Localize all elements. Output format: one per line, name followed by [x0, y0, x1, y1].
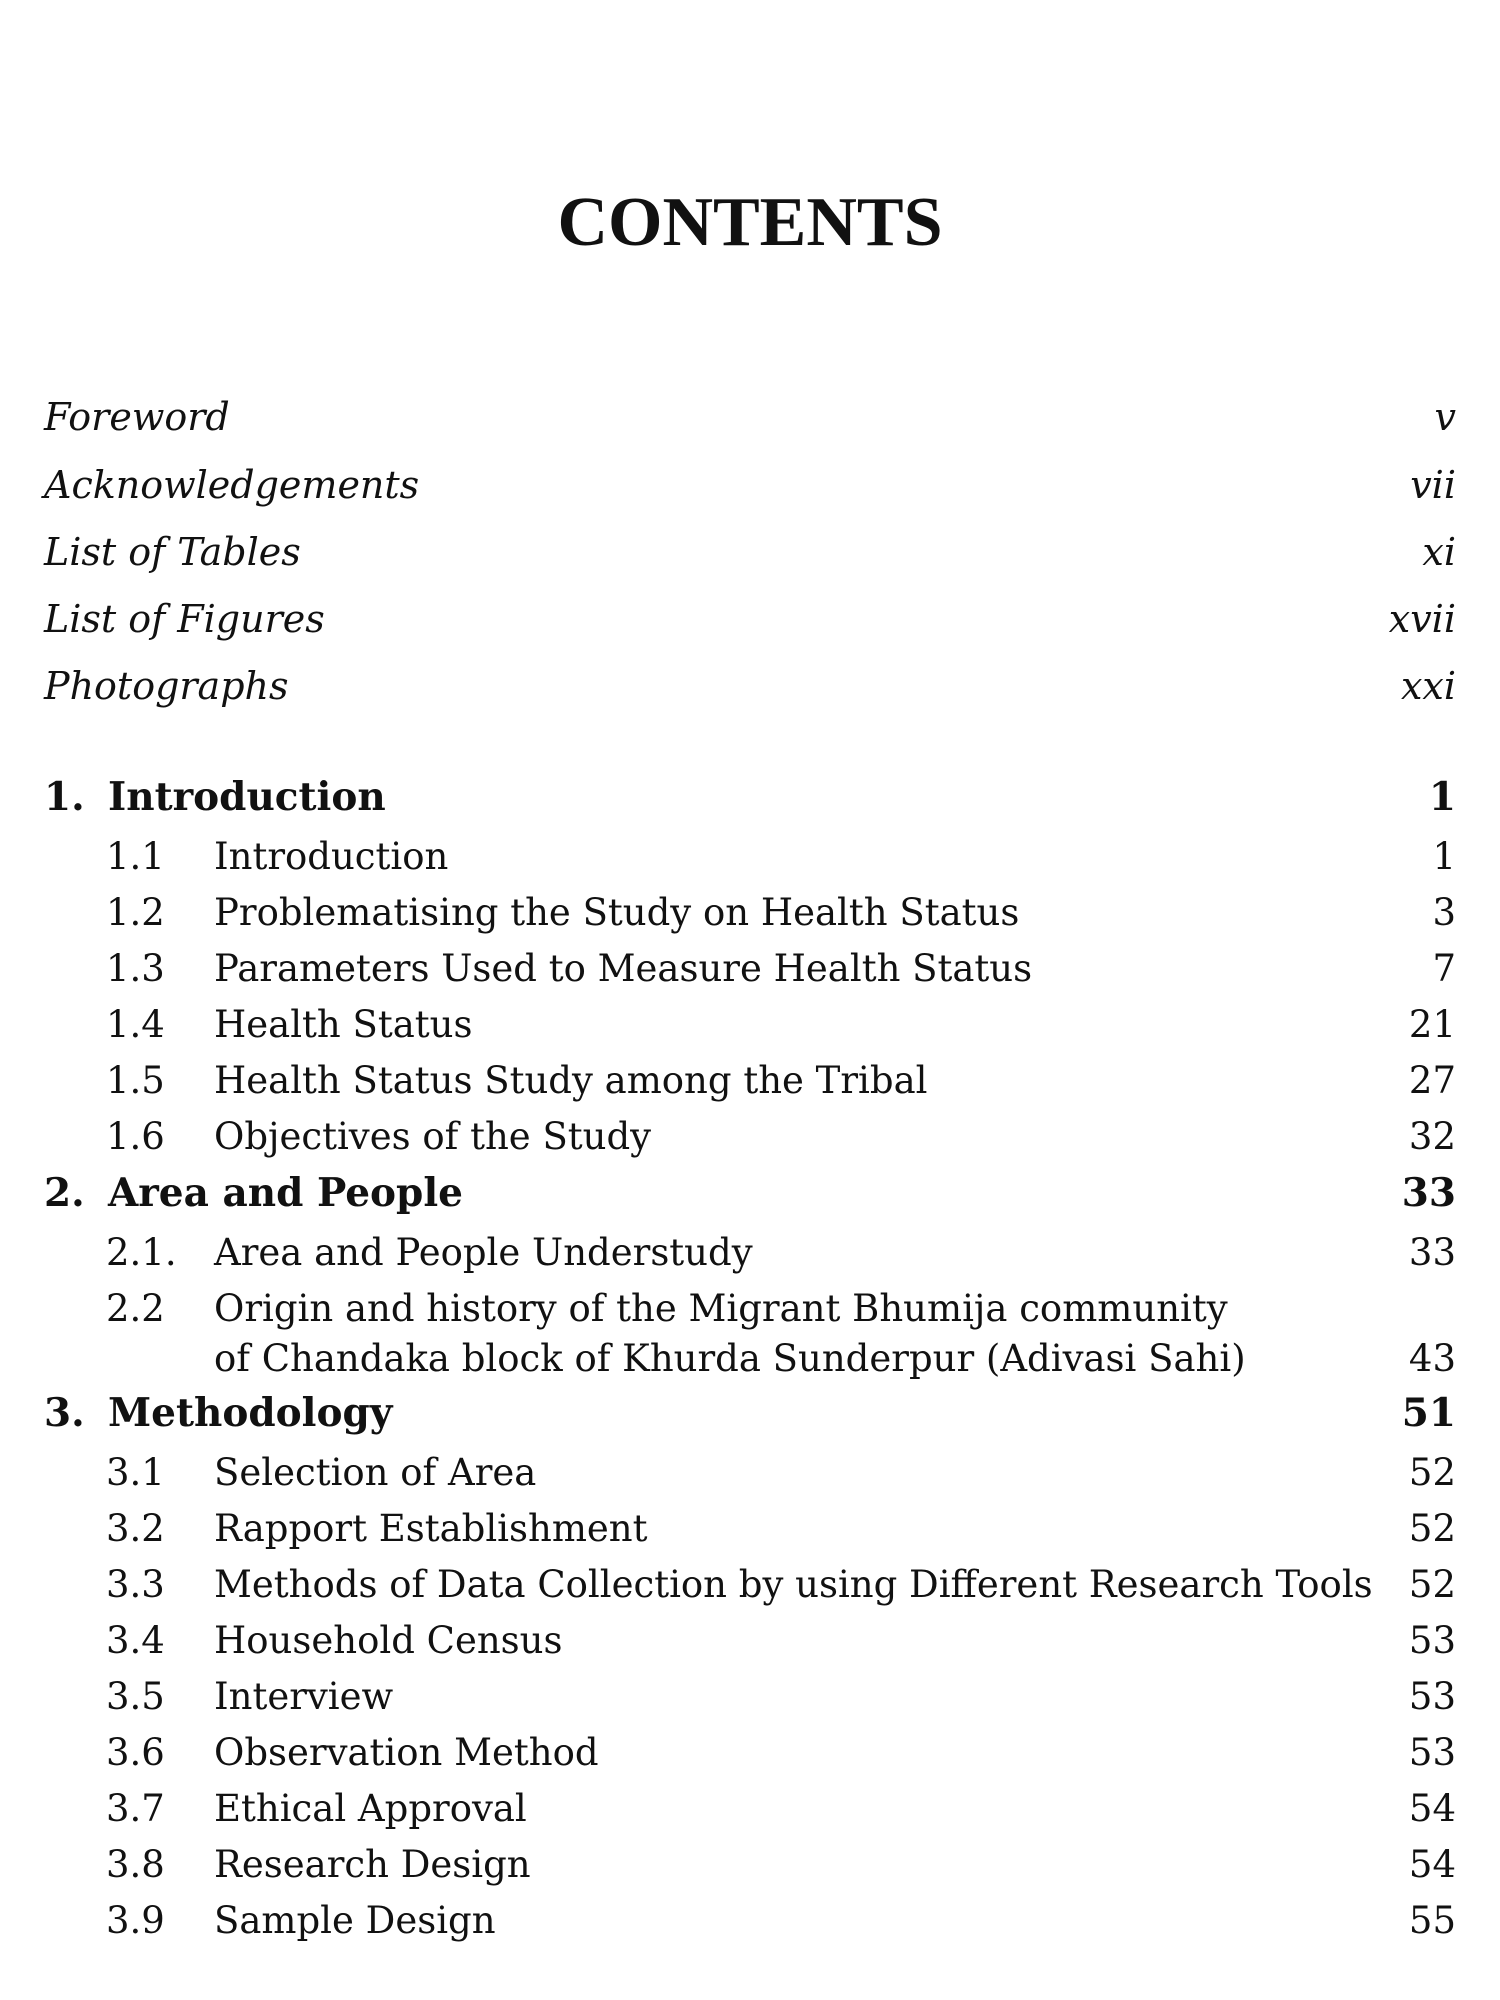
- chapter-number: 3.: [44, 1390, 85, 1436]
- section-number: 3.8: [106, 1843, 165, 1886]
- toc-entry-label: Acknowledgements: [44, 463, 420, 507]
- section-page: 52: [1408, 1451, 1456, 1494]
- section-page: 53: [1408, 1619, 1456, 1662]
- toc-section-entry[interactable]: [44, 1287, 1456, 1400]
- section-title: Objectives of the Study: [214, 1115, 652, 1158]
- page-title: CONTENTS: [557, 184, 943, 261]
- section-title: Problematising the Study on Health Status: [214, 891, 1020, 934]
- section-title: Introduction: [214, 835, 449, 878]
- section-title: Household Census: [214, 1619, 563, 1662]
- section-number: 3.9: [106, 1899, 165, 1942]
- toc-entry-label: List of Figures: [44, 597, 325, 641]
- chapter-number: 1.: [44, 774, 85, 820]
- toc-section-entry[interactable]: [44, 1507, 1456, 1570]
- section-number: 1.5: [106, 1059, 165, 1102]
- toc-section-entry[interactable]: [44, 1115, 1456, 1178]
- section-page: 55: [1408, 1899, 1456, 1942]
- toc-section-entry[interactable]: [44, 891, 1456, 954]
- chapter-page: 33: [1401, 1170, 1456, 1216]
- section-page: 3: [1432, 891, 1456, 934]
- chapter-title: Area and People: [108, 1170, 463, 1216]
- section-title: Observation Method: [214, 1731, 599, 1774]
- toc-entry-page: xxi: [1400, 664, 1456, 708]
- section-number: 1.4: [106, 1003, 165, 1046]
- toc-entry-page: vii: [1410, 463, 1456, 507]
- section-page: 54: [1408, 1843, 1456, 1886]
- section-page: 1: [1432, 835, 1456, 878]
- toc-front-entry[interactable]: [44, 395, 1456, 458]
- toc-front-entry[interactable]: [44, 463, 1456, 526]
- toc-entry-label: Photographs: [44, 664, 289, 708]
- section-number: 3.5: [106, 1675, 165, 1718]
- toc-entry-page: xvii: [1388, 597, 1456, 641]
- toc-chapter-entry[interactable]: [44, 1390, 1456, 1454]
- section-title-continued: of Chandaka block of Khurda Sunderpur (Adivasi Sahi): [214, 1337, 1246, 1380]
- toc-entry-page: v: [1434, 395, 1456, 439]
- toc-section-entry[interactable]: [44, 1675, 1456, 1738]
- section-page: 52: [1408, 1563, 1456, 1606]
- section-number: 1.3: [106, 947, 165, 990]
- section-page: 53: [1408, 1731, 1456, 1774]
- chapter-title: Methodology: [108, 1390, 393, 1436]
- section-page: 33: [1408, 1231, 1456, 1274]
- toc-entry-label: Foreword: [44, 395, 230, 439]
- toc-section-entry[interactable]: [44, 947, 1456, 1010]
- section-title: Parameters Used to Measure Health Status: [214, 947, 1033, 990]
- toc-section-entry[interactable]: [44, 835, 1456, 898]
- section-page: 21: [1408, 1003, 1456, 1046]
- section-title: Interview: [214, 1675, 394, 1718]
- section-number: 3.7: [106, 1787, 165, 1830]
- section-number: 3.4: [106, 1619, 165, 1662]
- section-title: Selection of Area: [214, 1451, 537, 1494]
- toc-section-entry[interactable]: [44, 1619, 1456, 1682]
- toc-section-entry[interactable]: [44, 1787, 1456, 1850]
- toc-section-entry[interactable]: [44, 1563, 1456, 1626]
- toc-chapter-entry[interactable]: [44, 774, 1456, 838]
- section-page: 54: [1408, 1787, 1456, 1830]
- toc-entry-label: List of Tables: [44, 530, 301, 574]
- section-number: 1.6: [106, 1115, 165, 1158]
- toc-front-entry[interactable]: [44, 530, 1456, 593]
- section-page: 43: [1408, 1337, 1456, 1380]
- section-page: 7: [1432, 947, 1456, 990]
- section-title: Sample Design: [214, 1899, 496, 1942]
- section-page: 53: [1408, 1675, 1456, 1718]
- section-number: 3.3: [106, 1563, 165, 1606]
- section-page: 32: [1408, 1115, 1456, 1158]
- section-title: Area and People Understudy: [214, 1231, 753, 1274]
- chapter-number: 2.: [44, 1170, 85, 1216]
- chapter-page: 51: [1401, 1390, 1456, 1436]
- section-title: Origin and history of the Migrant Bhumija community: [214, 1287, 1228, 1330]
- section-number: 1.1: [106, 835, 165, 878]
- section-page: 27: [1408, 1059, 1456, 1102]
- section-number: 2.1.: [106, 1231, 177, 1274]
- toc-front-entry[interactable]: [44, 664, 1456, 727]
- section-title: Ethical Approval: [214, 1787, 527, 1830]
- section-number: 1.2: [106, 891, 165, 934]
- toc-section-entry[interactable]: [44, 1899, 1456, 1962]
- toc-chapter-entry[interactable]: [44, 1170, 1456, 1234]
- toc-front-entry[interactable]: [44, 597, 1456, 660]
- toc-section-entry[interactable]: [44, 1843, 1456, 1906]
- toc-section-entry[interactable]: [44, 1451, 1456, 1514]
- section-number: 3.1: [106, 1451, 165, 1494]
- toc-section-entry[interactable]: [44, 1231, 1456, 1294]
- toc-entry-page: xi: [1422, 530, 1456, 574]
- section-title: Research Design: [214, 1843, 531, 1886]
- chapter-title: Introduction: [108, 774, 386, 820]
- chapter-page: 1: [1428, 774, 1456, 820]
- section-number: 3.2: [106, 1507, 165, 1550]
- section-number: 2.2: [106, 1287, 165, 1330]
- section-number: 3.6: [106, 1731, 165, 1774]
- section-title: Methods of Data Collection by using Different Research Tools: [214, 1563, 1373, 1606]
- toc-section-entry[interactable]: [44, 1731, 1456, 1794]
- section-title: Health Status: [214, 1003, 473, 1046]
- section-title: Health Status Study among the Tribal: [214, 1059, 928, 1102]
- section-page: 52: [1408, 1507, 1456, 1550]
- section-title: Rapport Establishment: [214, 1507, 648, 1550]
- toc-section-entry[interactable]: [44, 1059, 1456, 1122]
- toc-section-entry[interactable]: [44, 1003, 1456, 1066]
